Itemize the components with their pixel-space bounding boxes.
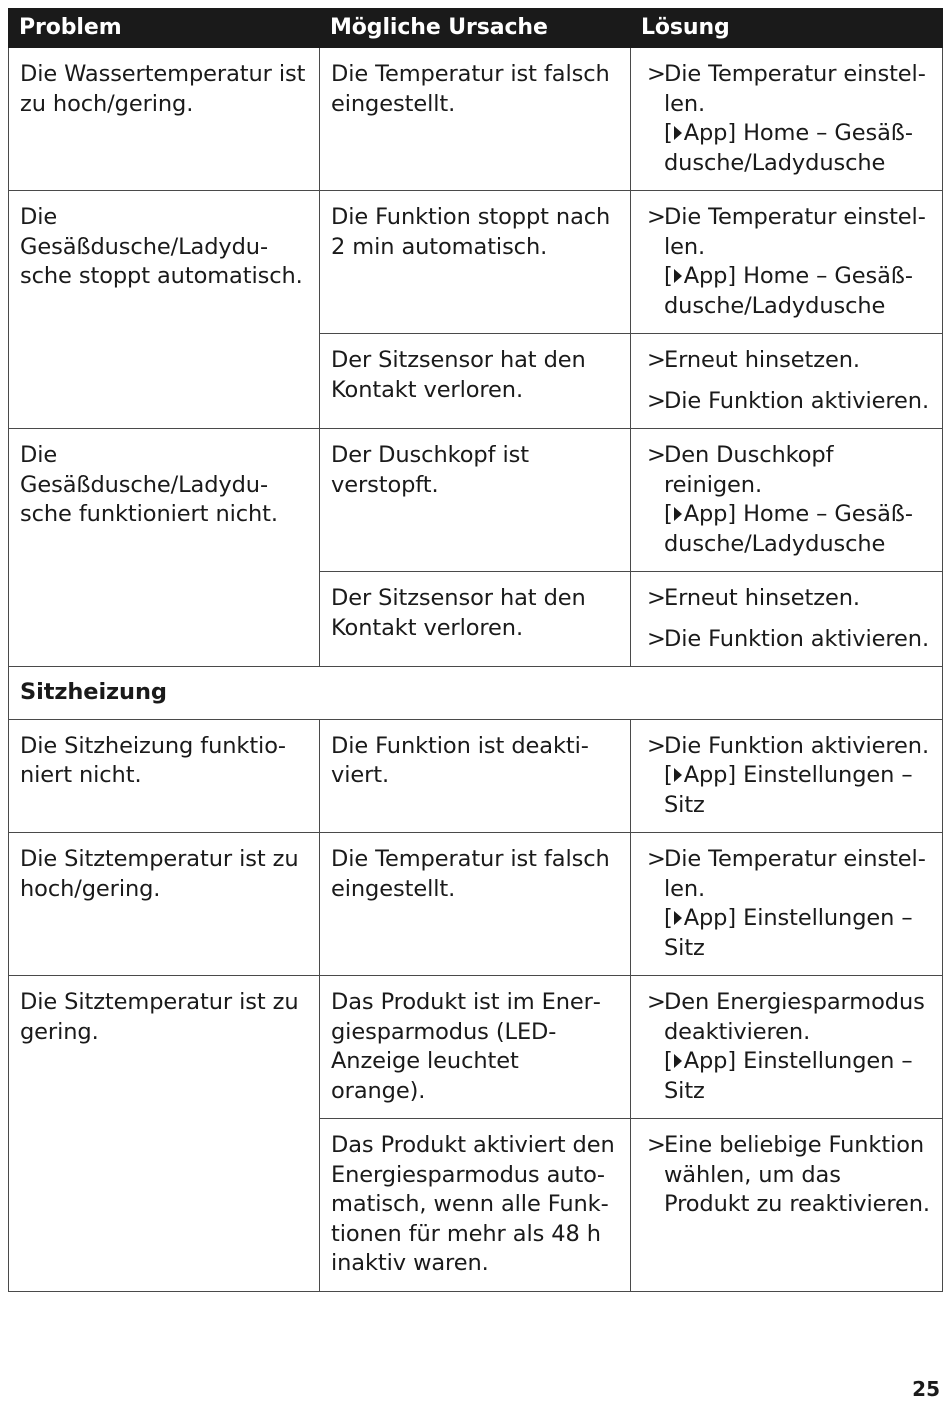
troubleshooting-table (8, 8, 943, 1292)
cause-cell: Der Duschkopf ist verstopft. (320, 429, 631, 572)
solution-text: Die Funktion aktivieren. (664, 387, 929, 414)
bullet-marker: > (647, 846, 666, 872)
solution-text: Die Funktion aktivieren. (664, 625, 929, 652)
app-reference (664, 904, 932, 963)
play-triangle-icon (674, 911, 682, 925)
solution-list (642, 346, 932, 416)
table-row (9, 976, 943, 1119)
bracket-open: [ (664, 905, 673, 931)
problem-cell: Die Sitzheizung funktioniert nicht. (9, 719, 320, 833)
solution-list (642, 1131, 932, 1220)
solution-list (642, 845, 932, 963)
solution-text: Die Temperatur einstellen. (664, 61, 926, 117)
bullet-marker: > (647, 387, 666, 414)
solution-item (642, 625, 932, 655)
solution-list (642, 441, 932, 559)
table-row (9, 719, 943, 833)
problem-cell: Die Gesäßdusche/Ladydusche stoppt automatisch. (9, 191, 320, 429)
app-path: App] Einstellungen – Sitz (664, 905, 913, 961)
bullet-marker: > (647, 989, 666, 1015)
solution-item (642, 203, 932, 321)
table-row (9, 833, 943, 976)
solution-cell (631, 1119, 943, 1292)
solution-item (642, 1131, 932, 1220)
solution-list (642, 732, 932, 821)
cause-cell: Die Temperatur ist falsch eingestellt. (320, 833, 631, 976)
bullet-marker: > (647, 347, 666, 373)
app-path: App] Einstellungen – Sitz (664, 762, 913, 818)
solution-text: Die Temperatur einstellen. (664, 846, 926, 902)
bracket-open: [ (664, 762, 673, 788)
app-reference (664, 119, 932, 178)
solution-item (642, 584, 932, 614)
bullet-marker: > (647, 625, 666, 652)
section-title: Sitzheizung (9, 667, 943, 720)
app-reference (664, 761, 932, 820)
bracket-open: [ (664, 263, 673, 289)
solution-cell (631, 191, 943, 334)
cause-cell: Die Temperatur ist falsch eingestellt. (320, 48, 631, 191)
bullet-marker: > (647, 1132, 666, 1158)
cause-cell: Die Funktion stoppt nach 2 min automatisch. (320, 191, 631, 334)
page-number: 25 (912, 1377, 940, 1401)
table-body-seat-heating (9, 719, 943, 1291)
solution-item (642, 988, 932, 1106)
problem-cell: Die Sitztemperatur ist zu hoch/gering. (9, 833, 320, 976)
solution-text: Erneut hinsetzen. (664, 585, 860, 611)
app-reference (664, 262, 932, 321)
bracket-open: [ (664, 120, 673, 146)
solution-item (642, 387, 932, 417)
table-body-section (9, 667, 943, 720)
solution-item (642, 346, 932, 376)
table-row (9, 191, 943, 334)
app-path: App] Home – Gesäßdusche/Ladydusche (664, 501, 913, 557)
solution-item (642, 60, 932, 178)
solution-cell (631, 833, 943, 976)
cause-cell: Der Sitzsensor hat den Kontakt verloren. (320, 572, 631, 667)
play-triangle-icon (674, 269, 682, 283)
solution-cell (631, 429, 943, 572)
table-row (9, 48, 943, 191)
solution-cell (631, 48, 943, 191)
column-header-problem: Problem (9, 9, 320, 48)
cause-cell: Die Funktion ist deaktiviert. (320, 719, 631, 833)
problem-cell: Die Sitztemperatur ist zu gering. (9, 976, 320, 1292)
table-header-row (9, 9, 943, 48)
problem-cell: Die Wassertemperatur ist zu hoch/gering. (9, 48, 320, 191)
bullet-marker: > (647, 204, 666, 230)
solution-cell (631, 334, 943, 429)
solution-list (642, 988, 932, 1106)
bullet-marker: > (647, 732, 666, 759)
bullet-marker: > (647, 585, 666, 611)
section-row (9, 667, 943, 720)
solution-cell (631, 719, 943, 833)
solution-text: Die Temperatur einstellen. (664, 204, 926, 260)
solution-cell (631, 976, 943, 1119)
cause-cell: Das Produkt ist im Energiesparmodus (LED-Anzeige leuchtet orange). (320, 976, 631, 1119)
table-body-shower (9, 48, 943, 667)
column-header-solution: Lösung (631, 9, 943, 48)
solution-text: Den Energiesparmodus deaktivieren. (664, 989, 925, 1045)
bracket-open: [ (664, 1048, 673, 1074)
solution-item (642, 845, 932, 963)
solution-list (642, 584, 932, 654)
table-row (9, 429, 943, 572)
solution-text: Den Duschkopf reinigen. (664, 442, 834, 498)
solution-text: Erneut hinsetzen. (664, 347, 860, 373)
solution-text: Die Funktion aktivieren. (664, 732, 929, 759)
solution-cell (631, 572, 943, 667)
app-path: App] Home – Gesäßdusche/Ladydusche (664, 263, 913, 319)
play-triangle-icon (674, 768, 682, 782)
bracket-open: [ (664, 501, 673, 527)
column-header-cause: Mögliche Ursache (320, 9, 631, 48)
app-path: App] Home – Gesäßdusche/Ladydusche (664, 120, 913, 176)
play-triangle-icon (674, 126, 682, 140)
bullet-marker: > (647, 442, 666, 468)
solution-text: Eine beliebige Funktion wählen, um das Produkt zu reaktivieren. (664, 1132, 930, 1217)
play-triangle-icon (674, 507, 682, 521)
app-reference (664, 500, 932, 559)
play-triangle-icon (674, 1054, 682, 1068)
bullet-marker: > (647, 61, 666, 87)
solution-item (642, 732, 932, 821)
solution-list (642, 203, 932, 321)
app-path: App] Einstellungen – Sitz (664, 1048, 913, 1104)
solution-list (642, 60, 932, 178)
cause-cell: Das Produkt aktiviert den Energiesparmodus automatisch, wenn alle Funktionen für mehr als 48 h inaktiv waren. (320, 1119, 631, 1292)
problem-cell: Die Gesäßdusche/Ladydusche funktioniert nicht. (9, 429, 320, 667)
solution-item (642, 441, 932, 559)
app-reference (664, 1047, 932, 1106)
cause-cell: Der Sitzsensor hat den Kontakt verloren. (320, 334, 631, 429)
